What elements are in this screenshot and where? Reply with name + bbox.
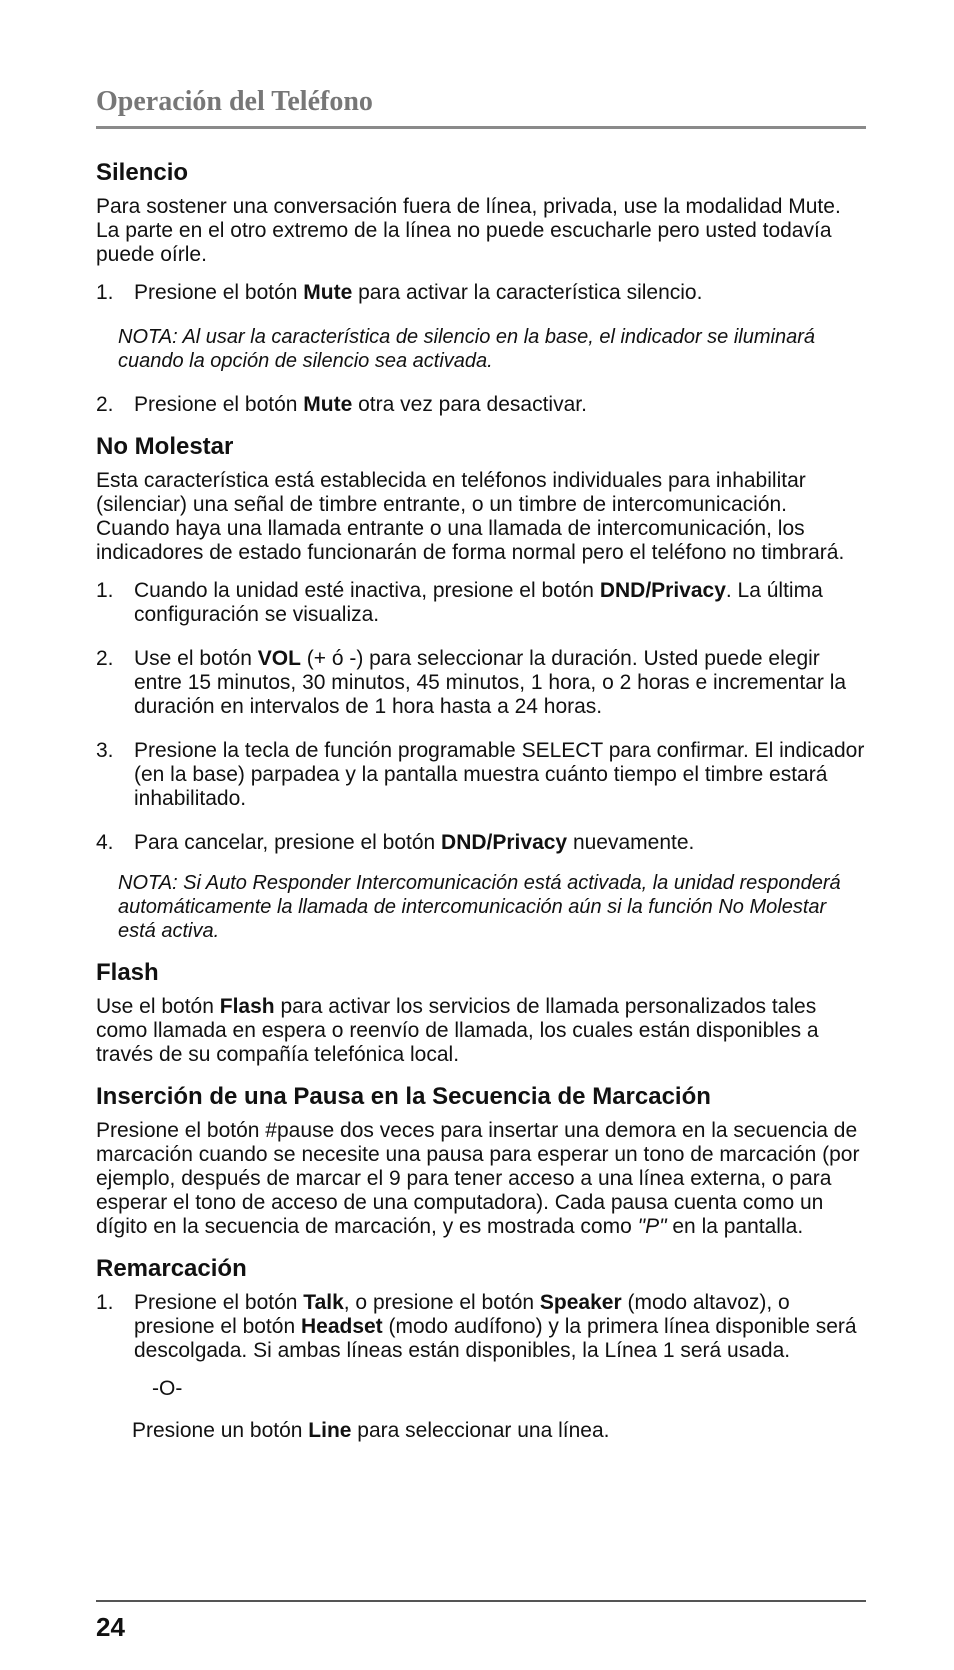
no-molestar-step-4: 4. Para cancelar, presione el botón DND/Privacy nuevamente. [96,831,695,854]
silencio-note: NOTA: Al usar la característica de silencio en la base, el indicador se iluminará cuando la opción de silencio sea activada. [118,326,815,372]
section-flash [96,959,866,1067]
heading-remarcacion: Remarcación [96,1255,247,1282]
no-molestar-step-3: 3. Presione la tecla de función programable SELECT para confirmar. El indicador (en la base) parpadea y la pantalla muestra cuánto tiempo el timbre estará inhabilitado. [96,739,865,810]
section-remarcacion [96,1255,866,1443]
heading-flash: Flash [96,959,159,986]
page-footer [96,1600,866,1643]
remarcacion-steps [96,1291,866,1363]
no-molestar-step-2: 2. Use el botón VOL (+ ó -) para seleccionar la duración. Usted puede elegir entre 15 minutos, 30 minutos, 45 minutos, 1 hora, o 2 horas e incrementar la duración en intervalos de 1 hora hasta a 24 horas. [96,647,847,718]
section-pausa [96,1083,866,1239]
section-no-molestar [96,433,866,943]
page-number: 24 [96,1612,125,1642]
heading-pausa: Inserción de una Pausa en la Secuencia de Marcación [96,1083,711,1110]
silencio-step-1: 1. Presione el botón Mute para activar la característica silencio. [96,281,703,304]
silencio-steps [96,281,866,305]
running-header: Operación del Teléfono [96,86,866,129]
no-molestar-note: NOTA: Si Auto Responder Intercomunicación está activada, la unidad responderá automáticamente la llamada de intercomunicación aún si la función No Molestar está activa. [118,872,841,942]
silencio-intro: Para sostener una conversación fuera de línea, privada, use la modalidad Mute. La parte en el otro extremo de la línea no puede escucharle pero usted todavía puede oírle. [96,195,841,266]
silencio-step-2: 2. Presione el botón Mute otra vez para desactivar. [96,393,587,416]
no-molestar-steps [96,579,866,855]
page-content [96,86,866,1443]
no-molestar-intro: Esta característica está establecida en teléfonos individuales para inhabilitar (silenciar) una señal de timbre entrante, o un timbre de intercomunicación. Cuando haya una llamada entrante o una llamada de intercomunicación, los indicadores de estado funcionarán de forma normal pero el teléfono no timbrará. [96,469,845,564]
silencio-steps-2 [96,393,866,417]
heading-no-molestar: No Molestar [96,433,234,460]
remarcacion-line-step: Presione un botón Line para seleccionar una línea. [132,1419,610,1442]
flash-text: Use el botón Flash para activar los servicios de llamada personalizados tales como llamada en espera o reenvío de llamada, los cuales están disponibles a través de su compañía telefónica local. [96,995,819,1066]
no-molestar-step-1: 1. Cuando la unidad esté inactiva, presione el botón DND/Privacy. La última configuración se visualiza. [96,579,823,626]
remarcacion-step-1: 1. Presione el botón Talk, o presione el botón Speaker (modo altavoz), o presione el botón Headset (modo audífono) y la primera línea disponible será descolgada. Si ambas líneas están disponibles, la Línea 1 será usada. [96,1291,857,1362]
heading-silencio: Silencio [96,159,189,186]
section-silencio [96,159,866,417]
pausa-text: Presione el botón #pause dos veces para insertar una demora en la secuencia de marcación cuando se necesite una pausa para esperar un tono de marcación (por ejemplo, después de marcar el 9 para tener acceso a una línea externa, o para esperar el tono de acceso de una computadora). Cada pausa cuenta como un dígito en la secuencia de marcación, y es mostrada como "P" en la pantalla. [96,1119,860,1238]
remarcacion-or: -O- [152,1377,183,1400]
